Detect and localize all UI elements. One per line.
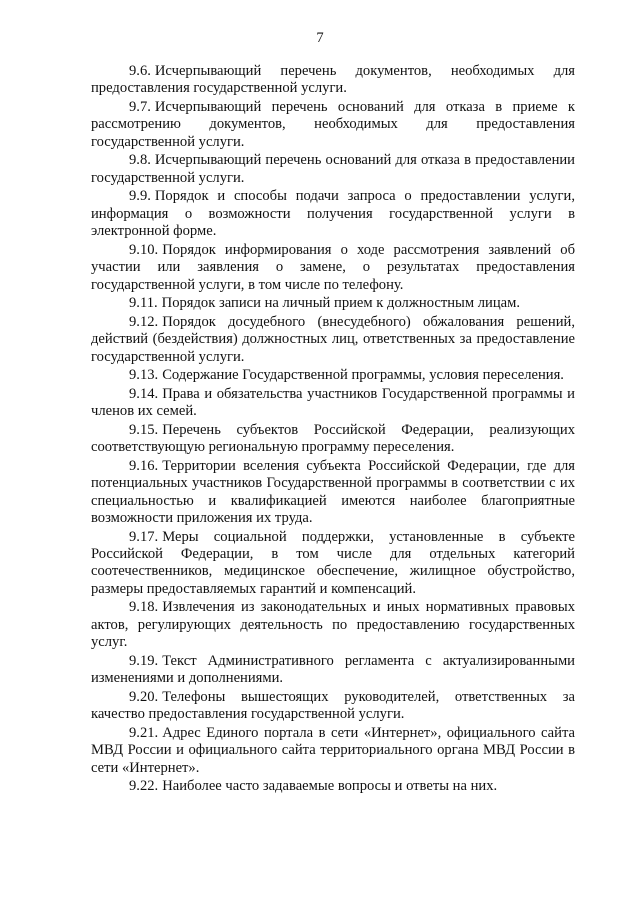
paragraph-text: Порядок записи на личный прием к должностным лицам. (161, 295, 521, 312)
paragraph (91, 63, 575, 98)
paragraph-text: Исчерпывающий перечень оснований для отказа в приеме к рассмотрению документов, необходимых для предоставления государственной услуги. (91, 99, 575, 150)
paragraph-text: Территории вселения субъекта Российской Федерации, где для потенциальных участников Государственной программы в соответствии с их специальностью и квалификацией имеются наиболее благоприятные возможности приложения их труда. (91, 457, 575, 527)
paragraph (91, 599, 575, 651)
paragraph-text: Содержание Государственной программы, условия переселения. (162, 367, 564, 384)
paragraph (91, 458, 575, 528)
paragraph (91, 422, 575, 457)
paragraph (91, 188, 575, 240)
paragraph-number: 9.9. (129, 188, 151, 205)
paragraph (91, 152, 575, 187)
paragraph-number: 9.18. (129, 599, 159, 616)
paragraph-number: 9.12. (129, 313, 159, 330)
paragraph-text: Порядок и способы подачи запроса о предоставлении услуги, информация о возможности получения государственной услуги в электронной форме. (91, 188, 575, 240)
document-body (91, 63, 575, 797)
paragraph-text: Телефоны вышестоящих руководителей, ответственных за качество предоставления государственной услуги. (91, 688, 575, 723)
paragraph-text: Меры социальной поддержки, установленные в субъекте Российской Федерации, в том числе для отдельных категорий соотечественников, медицинское обеспечение, жилищное обустройство, размеры предоставляемых гарантий и компенсаций. (91, 528, 575, 597)
paragraph-number: 9.21. (129, 724, 159, 741)
paragraph (91, 242, 575, 294)
paragraph-text: Текст Административного регламента с актуализированными изменениями и дополнениями. (91, 652, 575, 687)
paragraph-text: Исчерпывающий перечень оснований для отказа в предоставлении государственной услуги. (91, 152, 575, 186)
page-number: 7 (316, 30, 324, 46)
paragraph-number: 9.14. (129, 385, 159, 402)
paragraph-text: Перечень субъектов Российской Федерации, реализующих соответствующую региональную программу переселения. (91, 421, 575, 456)
paragraph (91, 778, 575, 795)
paragraph-number: 9.10. (129, 241, 159, 258)
paragraph-text: Права и обязательства участников Государственной программы и членов их семей. (91, 385, 575, 420)
paragraph (91, 653, 575, 688)
paragraph (91, 689, 575, 724)
paragraph-number: 9.20. (129, 688, 159, 705)
paragraph (91, 529, 575, 599)
paragraph (91, 367, 575, 384)
paragraph-number: 9.7. (129, 99, 151, 115)
paragraph-number: 9.19. (129, 652, 159, 669)
paragraph-text: Наиболее часто задаваемые вопросы и ответы на них. (162, 778, 498, 795)
paragraph (91, 386, 575, 421)
paragraph-text: Адрес Единого портала в сети «Интернет», официального сайта МВД России и официального сайта территориального органа МВД России в сети «Интернет». (91, 724, 575, 776)
paragraph-number: 9.16. (129, 457, 159, 474)
paragraph-number: 9.8. (129, 152, 151, 169)
paragraph-number: 9.6. (129, 63, 151, 79)
paragraph-number: 9.17. (129, 528, 159, 545)
paragraph (91, 295, 575, 312)
paragraph-text: Порядок информирования о ходе рассмотрения заявлений об участии или заявления о замене, о результатах предоставления государственной услуги, в том числе по телефону. (91, 241, 575, 293)
paragraph-text: Извлечения из законодательных и иных нормативных правовых актов, регулирующих деятельность по предоставлению государственных услуг. (91, 599, 575, 651)
paragraph-number: 9.11. (129, 295, 158, 312)
paragraph-number: 9.13. (129, 367, 159, 384)
paragraph (91, 99, 575, 151)
paragraph-number: 9.22. (129, 778, 159, 795)
paragraph (91, 314, 575, 366)
paragraph (91, 725, 575, 777)
paragraph-text: Порядок досудебного (внесудебного) обжалования решений, действий (бездействия) должностных лиц, ответственных за предоставление государственной услуги. (91, 313, 575, 365)
paragraph-text: Исчерпывающий перечень документов, необходимых для предоставления государственной услуги. (91, 63, 575, 97)
paragraph-number: 9.15. (129, 421, 159, 438)
